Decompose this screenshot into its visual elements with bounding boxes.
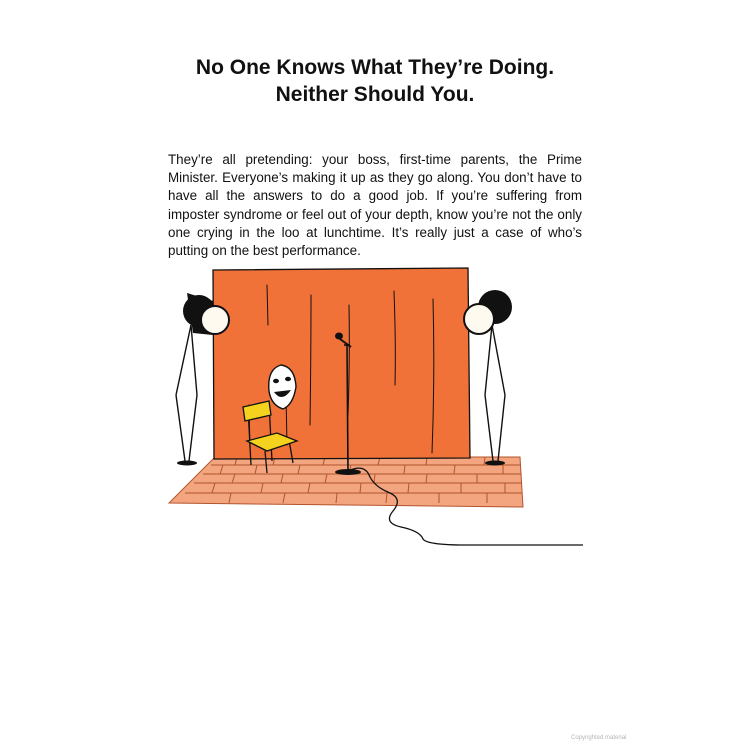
page-title (0, 54, 750, 108)
body-paragraph: They’re all pretending: your boss, first-time parents, the Prime Minister. Everyone’s making it up as they go along. You don’t have to have all the answers to do a good job. If you’re suffering from imposter syndrome or feel out of your depth, know you’re not the only one crying in the loo at lunchtime. It’s really just a case of who’s putting on the best performance. (168, 152, 582, 259)
stage-illustration (165, 265, 590, 555)
stage-curtain (213, 268, 470, 459)
title-line-2: Neither Should You. (275, 83, 475, 106)
wooden-floor (169, 457, 523, 507)
spotlight-right-icon (464, 290, 512, 466)
copyright-watermark: Copyrighted material (571, 735, 627, 741)
title-line-1: No One Knows What They’re Doing. (195, 56, 555, 79)
